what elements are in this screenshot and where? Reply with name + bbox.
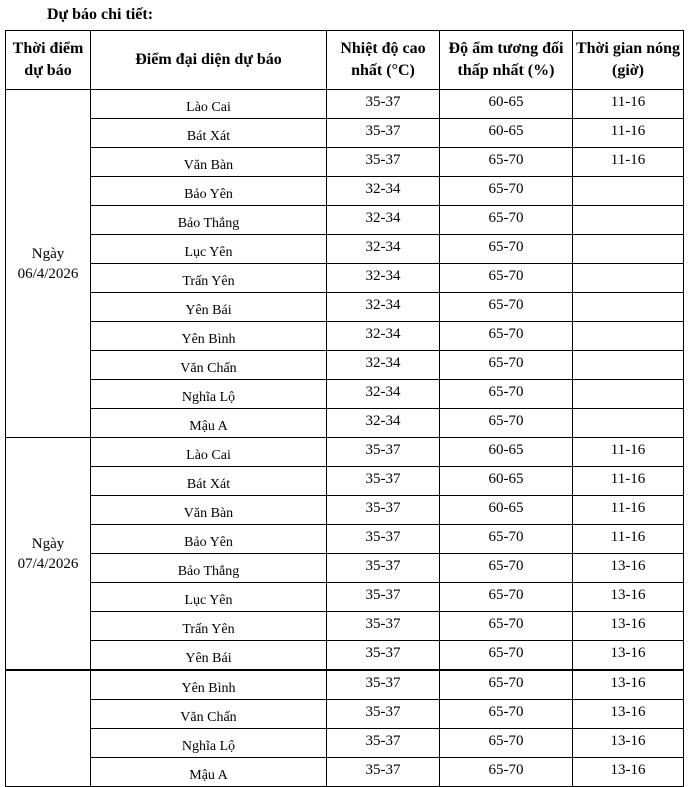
header-min-humidity: Độ ẩm tương đối thấp nhất (%) bbox=[440, 31, 573, 90]
max-temp-cell: 35-37 bbox=[327, 90, 440, 119]
min-humidity-cell: 65-70 bbox=[440, 235, 573, 264]
max-temp-cell: 32-34 bbox=[327, 351, 440, 380]
table-row bbox=[6, 90, 684, 119]
max-temp-cell: 32-34 bbox=[327, 177, 440, 206]
hot-hours-cell bbox=[573, 235, 684, 264]
hot-hours-cell: 11-16 bbox=[573, 438, 684, 467]
table-row bbox=[6, 554, 684, 583]
max-temp-cell: 35-37 bbox=[327, 496, 440, 525]
location-cell: Bảo Thắng bbox=[91, 206, 327, 235]
hot-hours-cell bbox=[573, 264, 684, 293]
header-time: Thời điểm dự báo bbox=[6, 31, 91, 90]
table-row bbox=[6, 351, 684, 380]
location-cell: Yên Bái bbox=[91, 293, 327, 322]
max-temp-cell: 35-37 bbox=[327, 612, 440, 641]
location-cell: Bát Xát bbox=[91, 467, 327, 496]
table-row bbox=[6, 583, 684, 612]
hot-hours-cell: 13-16 bbox=[573, 729, 684, 758]
max-temp-cell: 35-37 bbox=[327, 119, 440, 148]
max-temp-cell: 35-37 bbox=[327, 641, 440, 670]
hot-hours-cell: 13-16 bbox=[573, 554, 684, 583]
hot-hours-cell: 13-16 bbox=[573, 641, 684, 670]
min-humidity-cell: 65-70 bbox=[440, 264, 573, 293]
max-temp-cell: 35-37 bbox=[327, 554, 440, 583]
location-cell: Trấn Yên bbox=[91, 264, 327, 293]
hot-hours-cell: 13-16 bbox=[573, 612, 684, 641]
location-cell: Mậu A bbox=[91, 409, 327, 438]
table-row bbox=[6, 177, 684, 206]
location-cell: Lào Cai bbox=[91, 438, 327, 467]
hot-hours-cell bbox=[573, 322, 684, 351]
location-cell: Nghĩa Lộ bbox=[91, 729, 327, 758]
location-cell: Trấn Yên bbox=[91, 612, 327, 641]
min-humidity-cell: 65-70 bbox=[440, 612, 573, 641]
min-humidity-cell: 65-70 bbox=[440, 641, 573, 670]
location-cell: Lục Yên bbox=[91, 235, 327, 264]
location-cell: Lục Yên bbox=[91, 583, 327, 612]
max-temp-cell: 32-34 bbox=[327, 293, 440, 322]
min-humidity-cell: 65-70 bbox=[440, 554, 573, 583]
min-humidity-cell: 65-70 bbox=[440, 758, 573, 787]
max-temp-cell: 35-37 bbox=[327, 467, 440, 496]
location-cell: Bảo Yên bbox=[91, 177, 327, 206]
location-cell: Yên Bình bbox=[91, 671, 327, 700]
header-max-temp: Nhiệt độ cao nhất (°C) bbox=[327, 31, 440, 90]
hot-hours-cell: 13-16 bbox=[573, 758, 684, 787]
table-row bbox=[6, 729, 684, 758]
table-row bbox=[6, 612, 684, 641]
max-temp-cell: 32-34 bbox=[327, 235, 440, 264]
location-cell: Mậu A bbox=[91, 758, 327, 787]
hot-hours-cell: 11-16 bbox=[573, 467, 684, 496]
hot-hours-cell bbox=[573, 351, 684, 380]
min-humidity-cell: 65-70 bbox=[440, 293, 573, 322]
location-cell: Văn Bàn bbox=[91, 148, 327, 177]
min-humidity-cell: 65-70 bbox=[440, 729, 573, 758]
location-cell: Yên Bình bbox=[91, 322, 327, 351]
forecast-date-cell bbox=[6, 671, 91, 787]
min-humidity-cell: 65-70 bbox=[440, 525, 573, 554]
min-humidity-cell: 65-70 bbox=[440, 700, 573, 729]
hot-hours-cell bbox=[573, 177, 684, 206]
max-temp-cell: 35-37 bbox=[327, 758, 440, 787]
forecast-table-container bbox=[5, 30, 684, 787]
table-row bbox=[6, 641, 684, 670]
table-row bbox=[6, 264, 684, 293]
table-row bbox=[6, 235, 684, 264]
max-temp-cell: 32-34 bbox=[327, 380, 440, 409]
location-cell: Bảo Yên bbox=[91, 525, 327, 554]
forecast-date-cell: Ngày 07/4/2026 bbox=[6, 438, 91, 670]
forecast-table-continued bbox=[5, 670, 684, 787]
location-cell: Bát Xát bbox=[91, 119, 327, 148]
min-humidity-cell: 65-70 bbox=[440, 177, 573, 206]
location-cell: Văn Bàn bbox=[91, 496, 327, 525]
header-hot-hours: Thời gian nóng (giờ) bbox=[573, 31, 684, 90]
max-temp-cell: 35-37 bbox=[327, 525, 440, 554]
max-temp-cell: 32-34 bbox=[327, 322, 440, 351]
table-row bbox=[6, 525, 684, 554]
table-row bbox=[6, 671, 684, 700]
table-header-row bbox=[6, 31, 684, 90]
location-cell: Văn Chấn bbox=[91, 351, 327, 380]
max-temp-cell: 35-37 bbox=[327, 729, 440, 758]
table-row bbox=[6, 496, 684, 525]
forecast-table bbox=[5, 30, 684, 670]
min-humidity-cell: 60-65 bbox=[440, 119, 573, 148]
table-row bbox=[6, 380, 684, 409]
location-cell: Lào Cai bbox=[91, 90, 327, 119]
min-humidity-cell: 65-70 bbox=[440, 148, 573, 177]
hot-hours-cell bbox=[573, 293, 684, 322]
table-row bbox=[6, 409, 684, 438]
hot-hours-cell: 11-16 bbox=[573, 525, 684, 554]
max-temp-cell: 32-34 bbox=[327, 264, 440, 293]
min-humidity-cell: 60-65 bbox=[440, 438, 573, 467]
max-temp-cell: 35-37 bbox=[327, 438, 440, 467]
table-row bbox=[6, 467, 684, 496]
location-cell: Văn Chấn bbox=[91, 700, 327, 729]
min-humidity-cell: 65-70 bbox=[440, 351, 573, 380]
min-humidity-cell: 60-65 bbox=[440, 496, 573, 525]
min-humidity-cell: 60-65 bbox=[440, 90, 573, 119]
table-row bbox=[6, 119, 684, 148]
hot-hours-cell bbox=[573, 409, 684, 438]
hot-hours-cell: 13-16 bbox=[573, 700, 684, 729]
table-row bbox=[6, 293, 684, 322]
hot-hours-cell: 13-16 bbox=[573, 671, 684, 700]
table-row bbox=[6, 700, 684, 729]
hot-hours-cell: 13-16 bbox=[573, 583, 684, 612]
min-humidity-cell: 65-70 bbox=[440, 322, 573, 351]
max-temp-cell: 32-34 bbox=[327, 409, 440, 438]
min-humidity-cell: 60-65 bbox=[440, 467, 573, 496]
min-humidity-cell: 65-70 bbox=[440, 409, 573, 438]
min-humidity-cell: 65-70 bbox=[440, 583, 573, 612]
max-temp-cell: 32-34 bbox=[327, 206, 440, 235]
hot-hours-cell bbox=[573, 380, 684, 409]
location-cell: Bảo Thắng bbox=[91, 554, 327, 583]
section-heading: Dự báo chi tiết: bbox=[47, 6, 154, 23]
min-humidity-cell: 65-70 bbox=[440, 206, 573, 235]
hot-hours-cell bbox=[573, 206, 684, 235]
table-row bbox=[6, 148, 684, 177]
forecast-date-cell: Ngày 06/4/2026 bbox=[6, 90, 91, 438]
table-row bbox=[6, 206, 684, 235]
max-temp-cell: 35-37 bbox=[327, 148, 440, 177]
header-location: Điểm đại diện dự báo bbox=[91, 31, 327, 90]
max-temp-cell: 35-37 bbox=[327, 671, 440, 700]
location-cell: Yên Bái bbox=[91, 641, 327, 670]
max-temp-cell: 35-37 bbox=[327, 700, 440, 729]
table-row bbox=[6, 438, 684, 467]
table-row bbox=[6, 758, 684, 787]
min-humidity-cell: 65-70 bbox=[440, 380, 573, 409]
min-humidity-cell: 65-70 bbox=[440, 671, 573, 700]
table-row bbox=[6, 322, 684, 351]
hot-hours-cell: 11-16 bbox=[573, 148, 684, 177]
location-cell: Nghĩa Lộ bbox=[91, 380, 327, 409]
hot-hours-cell: 11-16 bbox=[573, 90, 684, 119]
hot-hours-cell: 11-16 bbox=[573, 496, 684, 525]
max-temp-cell: 35-37 bbox=[327, 583, 440, 612]
hot-hours-cell: 11-16 bbox=[573, 119, 684, 148]
